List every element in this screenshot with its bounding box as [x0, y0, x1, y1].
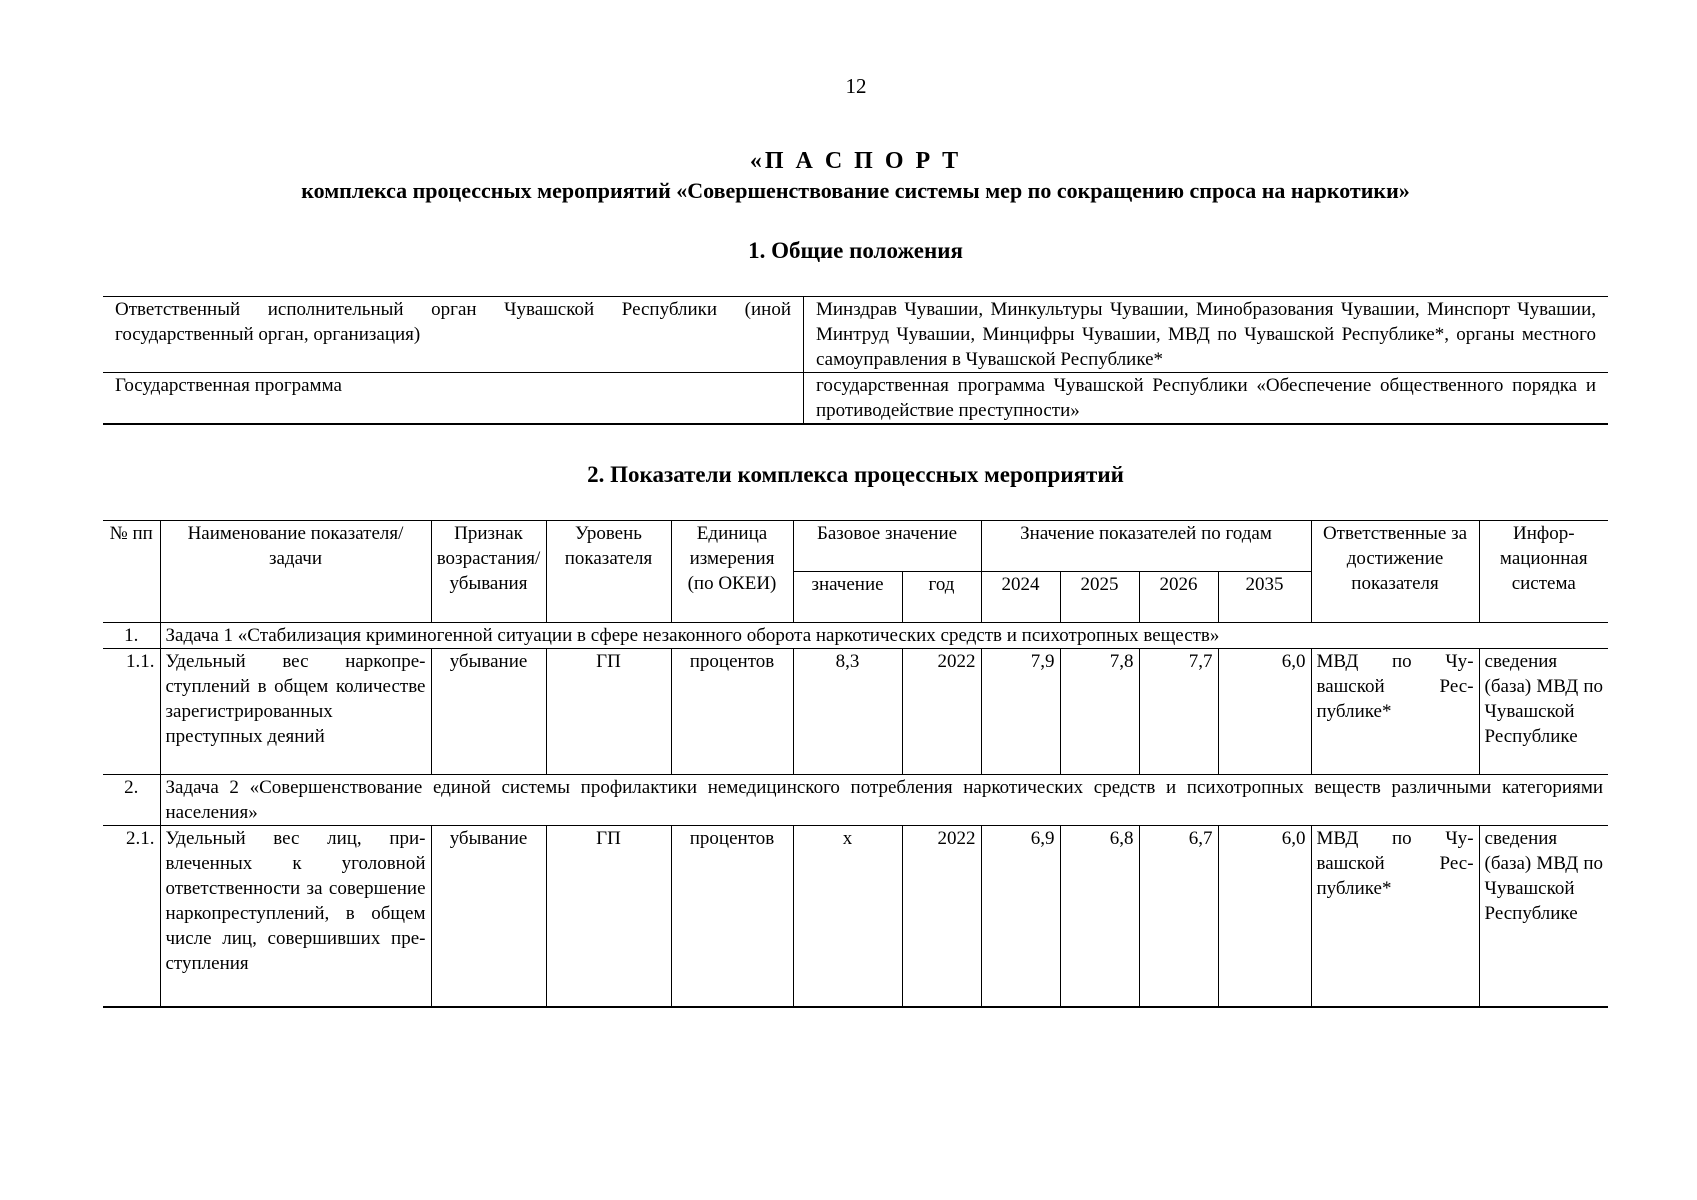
row-responsible: МВД по Чувашской Республике*: [1311, 826, 1479, 1008]
row-responsible: МВД по Чувашской Республике*: [1311, 649, 1479, 775]
row-year-2035: 6,0: [1218, 649, 1311, 775]
header-level: Уровень показателя: [546, 521, 671, 623]
row-num: 1.1.: [103, 649, 160, 775]
row-base-value: х: [793, 826, 902, 1008]
row-num: 2.1.: [103, 826, 160, 1008]
header-info: Информационная система: [1479, 521, 1608, 623]
row-base-year: 2022: [902, 649, 981, 775]
row-name: Удельный вес лиц, привлеченных к уголовной ответственности за совершение наркопреступлений, в общем числе лиц, совершивших преступления: [160, 826, 431, 1008]
row-info: сведения (база) МВД по Чувашской Республике: [1479, 649, 1608, 775]
table-row: [103, 373, 1608, 425]
label-responsible-body: Ответственный исполнительный орган Чувашской Республики (иной государственный орган, организация): [103, 297, 804, 373]
header-year-2035: 2035: [1218, 572, 1311, 623]
value-responsible-body: Минздрав Чувашии, Минкультуры Чувашии, Минобразования Чувашии, Минспорт Чувашии, Минтруд Чувашии, Минцифры Чувашии, МВД по Чувашской Республике*, органы местного самоуправления в Чувашской Республике*: [816, 299, 1596, 370]
table-row: [103, 297, 1608, 373]
title-main: «П А С П О Р Т: [749, 148, 962, 174]
title-sub: комплекса процессных мероприятий «Совершенствование системы мер по сокращению спроса на наркотики»: [301, 178, 1410, 203]
row-name: Удельный вес наркопреступлений в общем количестве зарегистрированных преступных деяний: [160, 649, 431, 775]
header-years-group: Значение показателей по годам: [981, 521, 1311, 572]
header-row: [103, 521, 1608, 572]
row-year-2035: 6,0: [1218, 826, 1311, 1008]
row-base-year: 2022: [902, 826, 981, 1008]
header-year-2025: 2025: [1060, 572, 1139, 623]
task-num: 1.: [103, 623, 160, 649]
header-base: Базовое значение: [793, 521, 981, 572]
value-state-program: государственная программа Чувашской Республики «Обеспечение общественного порядка и противодействие преступности»: [816, 375, 1596, 421]
section-1-heading: 1. Общие положения: [748, 238, 963, 263]
task-text: Задача 1 «Стабилизация криминогенной ситуации в сфере незаконного оборота наркотических средств и психотропных веществ»: [160, 623, 1608, 649]
header-base-year: год: [902, 572, 981, 623]
section-2-heading: 2. Показатели комплекса процессных мероприятий: [587, 462, 1124, 487]
table-row: [103, 826, 1608, 1008]
header-unit: Единица измерения (по ОКЕИ): [671, 521, 793, 623]
header-year-2024: 2024: [981, 572, 1060, 623]
header-num: № пп: [103, 521, 160, 623]
row-year-2026: 6,7: [1139, 826, 1218, 1008]
row-year-2025: 7,8: [1060, 649, 1139, 775]
row-level: ГП: [546, 649, 671, 775]
row-unit: процентов: [671, 826, 793, 1008]
row-info: сведения (база) МВД по Чувашской Республике: [1479, 826, 1608, 1008]
task-text: Задача 2 «Совершенствование единой системы профилактики немедицинского потребления наркотических средств и психотропных веществ различными категориями населения»: [160, 775, 1608, 826]
header-responsible: Ответственные за достижение показателя: [1311, 521, 1479, 623]
row-sign: убывание: [431, 826, 546, 1008]
page-number: 12: [845, 74, 867, 98]
label-state-program: Государственная программа: [103, 373, 804, 425]
task-row: [103, 775, 1608, 826]
row-year-2025: 6,8: [1060, 826, 1139, 1008]
row-level: ГП: [546, 826, 671, 1008]
row-unit: процентов: [671, 649, 793, 775]
task-num: 2.: [103, 775, 160, 826]
header-name: Наименование показателя/задачи: [160, 521, 431, 623]
indicators-table: [103, 520, 1608, 1008]
general-provisions-table: [103, 296, 1608, 425]
row-base-value: 8,3: [793, 649, 902, 775]
header-sign: Признак возрастания/убывания: [431, 521, 546, 623]
row-year-2024: 7,9: [981, 649, 1060, 775]
row-year-2024: 6,9: [981, 826, 1060, 1008]
row-year-2026: 7,7: [1139, 649, 1218, 775]
task-row: [103, 623, 1608, 649]
header-base-value: значение: [793, 572, 902, 623]
header-year-2026: 2026: [1139, 572, 1218, 623]
row-sign: убывание: [431, 649, 546, 775]
document-title: [103, 146, 1608, 206]
table-row: [103, 649, 1608, 775]
